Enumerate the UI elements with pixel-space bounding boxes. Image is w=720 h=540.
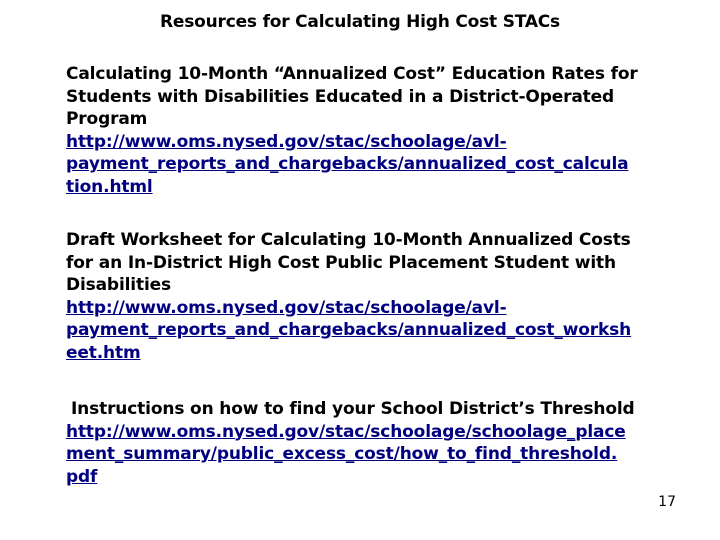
section-heading-line: Students with Disabilities Educated in a District-Operated (66, 86, 615, 107)
section-heading-line: Calculating 10-Month “Annualized Cost” Education Rates for (66, 64, 638, 84)
annualized-cost-calculation-link[interactable]: tion.html (66, 176, 153, 197)
find-threshold-link[interactable]: pdf (66, 466, 98, 487)
annualized-cost-worksheet-link[interactable]: eet.htm (66, 342, 141, 363)
annualized-cost-calculation-link[interactable]: http://www.oms.nysed.gov/stac/schoolage/avl- (66, 131, 507, 152)
annualized-cost-worksheet-link[interactable]: payment_reports_and_chargebacks/annualized_cost_worksh (66, 320, 632, 340)
section-heading-line: for an In-District High Cost Public Placement Student with (66, 252, 616, 273)
section-annualized-cost-calculation (66, 63, 696, 198)
section-threshold-instructions (66, 398, 696, 488)
section-heading-line: Draft Worksheet for Calculating 10-Month Annualized Costs (66, 230, 631, 250)
page-number: 17 (658, 494, 676, 510)
section-draft-worksheet (66, 229, 696, 364)
section-heading-line: Program (66, 109, 148, 129)
section-heading-line: Disabilities (66, 275, 171, 295)
find-threshold-link[interactable]: http://www.oms.nysed.gov/stac/schoolage/schoolage_place (66, 421, 626, 442)
slide-title: Resources for Calculating High Cost STACs (160, 12, 560, 32)
annualized-cost-worksheet-link[interactable]: http://www.oms.nysed.gov/stac/schoolage/avl- (66, 297, 507, 318)
section-heading-line: Instructions on how to find your School District’s Threshold (71, 399, 635, 419)
find-threshold-link[interactable]: ment_summary/public_excess_cost/how_to_find_threshold. (66, 444, 618, 464)
annualized-cost-calculation-link[interactable]: payment_reports_and_chargebacks/annualized_cost_calcula (66, 154, 629, 174)
